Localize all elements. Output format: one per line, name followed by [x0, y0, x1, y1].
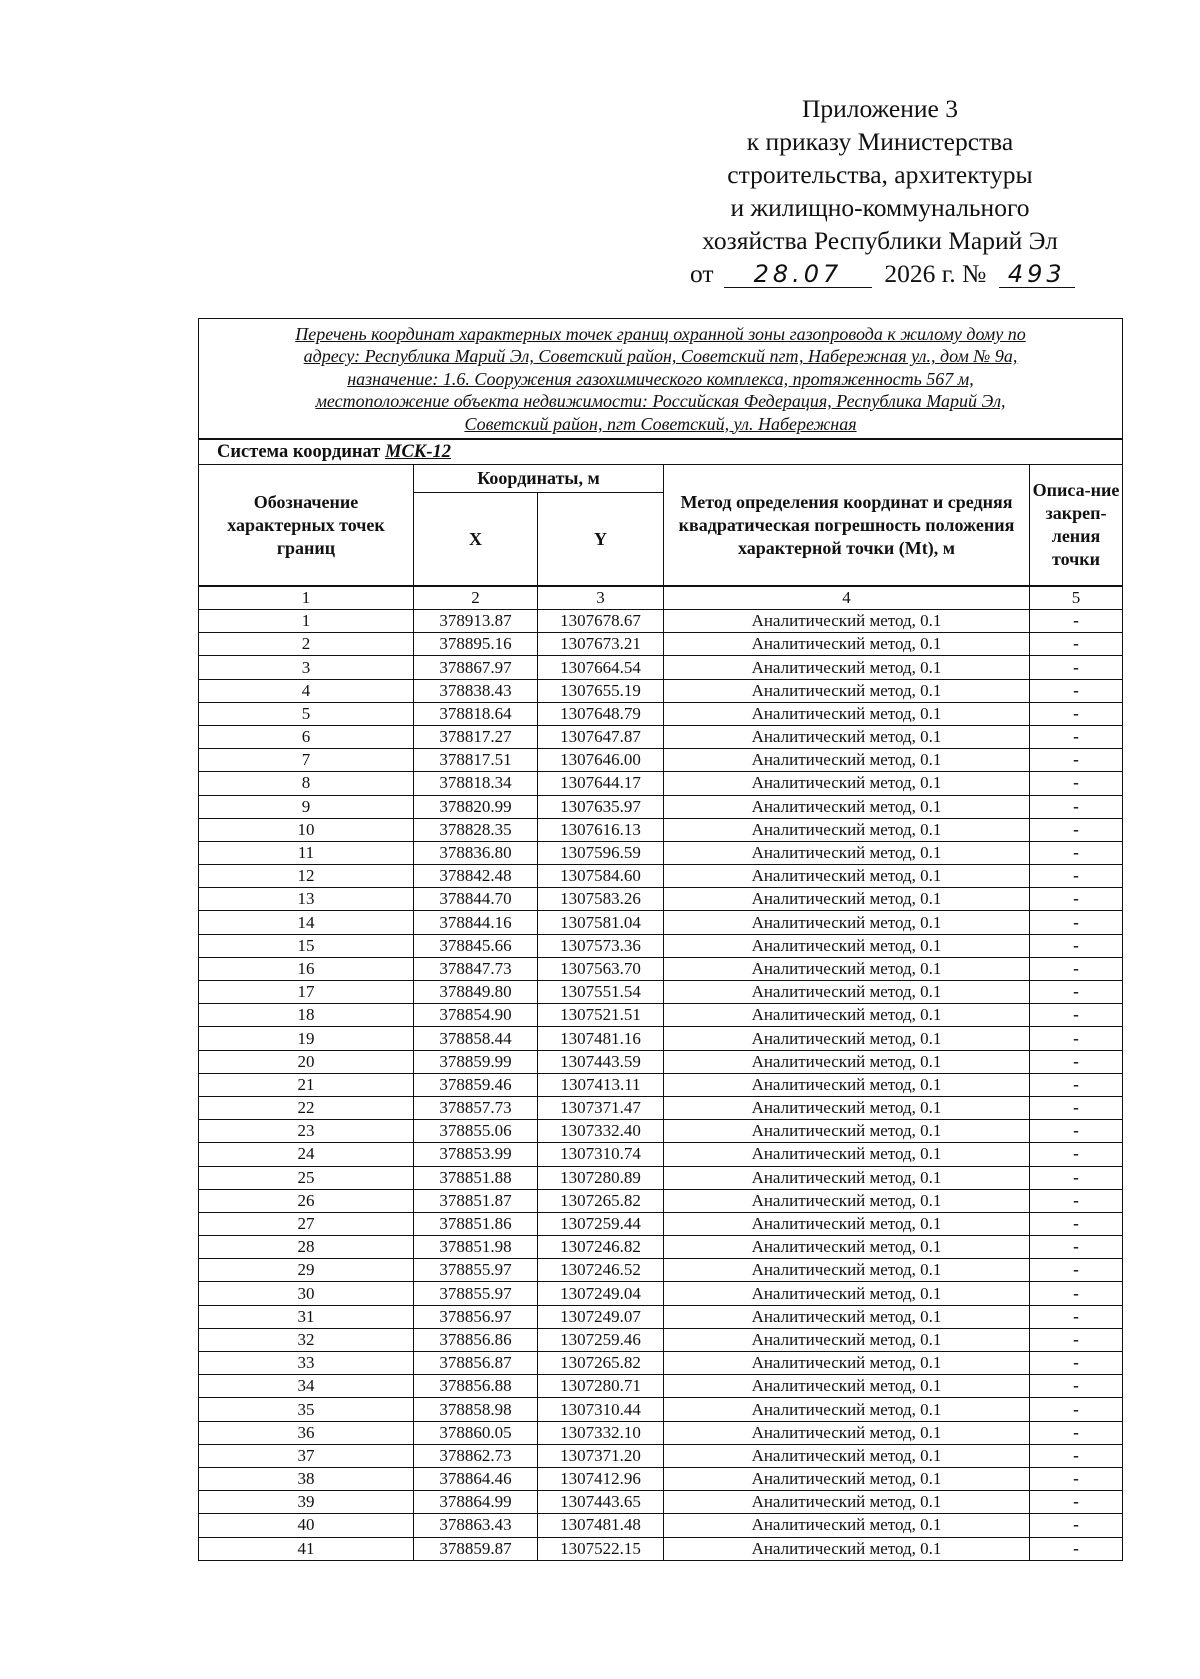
cell-point: 24: [199, 1143, 414, 1166]
table-row: [199, 795, 1123, 818]
cell-y: 1307413.11: [538, 1073, 664, 1096]
header-line: строительства, архитектуры: [727, 160, 1033, 189]
cell-point: 1: [199, 610, 414, 633]
cell-point: 40: [199, 1514, 414, 1537]
table-row: [199, 1514, 1123, 1537]
cell-x: 378820.99: [414, 795, 538, 818]
cell-method: Аналитический метод, 0.1: [664, 934, 1030, 957]
cell-x: 378863.43: [414, 1514, 538, 1537]
cell-y: 1307246.82: [538, 1236, 664, 1259]
cell-x: 378856.87: [414, 1352, 538, 1375]
cell-method: Аналитический метод, 0.1: [664, 1398, 1030, 1421]
cell-x: 378859.87: [414, 1537, 538, 1560]
title-line: Советский район, пгт Советский, ул. Набережная: [464, 413, 857, 434]
table-row: [199, 1120, 1123, 1143]
cell-method: Аналитический метод, 0.1: [664, 1282, 1030, 1305]
cell-point: 35: [199, 1398, 414, 1421]
coordinate-system: [199, 439, 1123, 465]
cell-x: 378854.90: [414, 1004, 538, 1027]
cell-point: 6: [199, 725, 414, 748]
cell-point: 33: [199, 1352, 414, 1375]
cell-y: 1307280.89: [538, 1166, 664, 1189]
table-row: [199, 679, 1123, 702]
table-row: [199, 725, 1123, 748]
table-row: [199, 1467, 1123, 1490]
cell-x: 378851.98: [414, 1236, 538, 1259]
table-row: [199, 610, 1123, 633]
cell-description: -: [1030, 679, 1123, 702]
cell-x: 378859.46: [414, 1073, 538, 1096]
cell-method: Аналитический метод, 0.1: [664, 841, 1030, 864]
cell-y: 1307371.20: [538, 1444, 664, 1467]
cell-x: 378862.73: [414, 1444, 538, 1467]
cell-x: 378842.48: [414, 865, 538, 888]
table-row: [199, 1537, 1123, 1560]
cell-method: Аналитический метод, 0.1: [664, 702, 1030, 725]
cell-method: Аналитический метод, 0.1: [664, 1120, 1030, 1143]
cell-point: 2: [199, 633, 414, 656]
header-line: хозяйства Республики Марий Эл: [702, 226, 1058, 255]
cell-point: 3: [199, 656, 414, 679]
table-row: [199, 865, 1123, 888]
cell-y: 1307646.00: [538, 749, 664, 772]
cell-description: -: [1030, 1491, 1123, 1514]
appendix-header: [690, 92, 1070, 290]
cell-description: -: [1030, 656, 1123, 679]
cell-point: 18: [199, 1004, 414, 1027]
cell-method: Аналитический метод, 0.1: [664, 772, 1030, 795]
cell-method: Аналитический метод, 0.1: [664, 1328, 1030, 1351]
cell-point: 26: [199, 1189, 414, 1212]
cell-point: 31: [199, 1305, 414, 1328]
cell-point: 29: [199, 1259, 414, 1282]
cell-x: 378851.88: [414, 1166, 538, 1189]
cell-method: Аналитический метод, 0.1: [664, 1375, 1030, 1398]
number-blank: [999, 261, 1075, 288]
title-line: назначение: 1.6. Сооружения газохимического комплекса, протяженность 567 м,: [347, 368, 974, 389]
cell-x: 378858.98: [414, 1398, 538, 1421]
cell-description: -: [1030, 795, 1123, 818]
cell-point: 15: [199, 934, 414, 957]
year-text: 2026 г. №: [884, 259, 987, 288]
cell-description: -: [1030, 957, 1123, 980]
cell-method: Аналитический метод, 0.1: [664, 981, 1030, 1004]
cell-description: -: [1030, 1166, 1123, 1189]
cell-description: -: [1030, 934, 1123, 957]
cell-y: 1307635.97: [538, 795, 664, 818]
column-number: 5: [1030, 586, 1123, 610]
cell-method: Аналитический метод, 0.1: [664, 1212, 1030, 1235]
table-row: [199, 1328, 1123, 1351]
cell-description: -: [1030, 725, 1123, 748]
table-row: [199, 1398, 1123, 1421]
cell-point: 21: [199, 1073, 414, 1096]
cell-y: 1307259.46: [538, 1328, 664, 1351]
table-row: [199, 1189, 1123, 1212]
cell-method: Аналитический метод, 0.1: [664, 911, 1030, 934]
cell-y: 1307647.87: [538, 725, 664, 748]
cell-description: -: [1030, 1467, 1123, 1490]
cell-x: 378855.97: [414, 1282, 538, 1305]
cell-y: 1307678.67: [538, 610, 664, 633]
cell-y: 1307371.47: [538, 1096, 664, 1119]
cell-point: 5: [199, 702, 414, 725]
cell-point: 4: [199, 679, 414, 702]
cell-method: Аналитический метод, 0.1: [664, 1096, 1030, 1119]
cell-description: -: [1030, 1375, 1123, 1398]
cell-method: Аналитический метод, 0.1: [664, 633, 1030, 656]
cell-method: Аналитический метод, 0.1: [664, 1189, 1030, 1212]
table-row: [199, 1166, 1123, 1189]
cell-point: 38: [199, 1467, 414, 1490]
cell-y: 1307581.04: [538, 911, 664, 934]
cell-description: -: [1030, 610, 1123, 633]
table-row: [199, 1259, 1123, 1282]
cell-description: -: [1030, 1004, 1123, 1027]
cell-x: 378838.43: [414, 679, 538, 702]
cell-description: -: [1030, 702, 1123, 725]
cell-point: 27: [199, 1212, 414, 1235]
date-prefix: от: [690, 259, 714, 288]
column-number: 3: [538, 586, 664, 610]
cell-description: -: [1030, 1143, 1123, 1166]
table-row: [199, 911, 1123, 934]
table-row: [199, 1375, 1123, 1398]
cell-description: -: [1030, 865, 1123, 888]
cell-method: Аналитический метод, 0.1: [664, 795, 1030, 818]
cell-y: 1307596.59: [538, 841, 664, 864]
table-row: [199, 957, 1123, 980]
column-number-row: [199, 586, 1123, 610]
cell-y: 1307481.16: [538, 1027, 664, 1050]
cell-x: 378845.66: [414, 934, 538, 957]
cell-description: -: [1030, 1328, 1123, 1351]
cell-y: 1307648.79: [538, 702, 664, 725]
cell-point: 16: [199, 957, 414, 980]
cell-description: -: [1030, 1073, 1123, 1096]
cell-x: 378855.06: [414, 1120, 538, 1143]
cell-y: 1307616.13: [538, 818, 664, 841]
cell-description: -: [1030, 1189, 1123, 1212]
cell-description: -: [1030, 1352, 1123, 1375]
coordinates-table: [198, 318, 1123, 1561]
cell-y: 1307481.48: [538, 1514, 664, 1537]
cell-point: 28: [199, 1236, 414, 1259]
cell-method: Аналитический метод, 0.1: [664, 1143, 1030, 1166]
cell-y: 1307551.54: [538, 981, 664, 1004]
handwritten-date: 28.07: [753, 260, 843, 288]
cell-method: Аналитический метод, 0.1: [664, 1537, 1030, 1560]
cell-description: -: [1030, 1096, 1123, 1119]
cell-x: 378867.97: [414, 656, 538, 679]
cell-point: 14: [199, 911, 414, 934]
cell-y: 1307246.52: [538, 1259, 664, 1282]
cell-method: Аналитический метод, 0.1: [664, 1305, 1030, 1328]
cell-y: 1307332.10: [538, 1421, 664, 1444]
header-row: [199, 465, 1123, 493]
cell-method: Аналитический метод, 0.1: [664, 818, 1030, 841]
cell-x: 378856.97: [414, 1305, 538, 1328]
table-row: [199, 888, 1123, 911]
cell-description: -: [1030, 1212, 1123, 1235]
cell-description: -: [1030, 1282, 1123, 1305]
header-description: Описа-ние закреп-ления точки: [1030, 465, 1123, 587]
table-row: [199, 1352, 1123, 1375]
title-line: адресу: Республика Марий Эл, Советский район, Советский пгт, Набережная ул., дом № 9а,: [303, 346, 1018, 367]
table-row: [199, 981, 1123, 1004]
cell-method: Аналитический метод, 0.1: [664, 888, 1030, 911]
cell-point: 8: [199, 772, 414, 795]
column-number: 4: [664, 586, 1030, 610]
cell-x: 378858.44: [414, 1027, 538, 1050]
cell-x: 378913.87: [414, 610, 538, 633]
cell-point: 30: [199, 1282, 414, 1305]
cell-point: 7: [199, 749, 414, 772]
cell-x: 378817.51: [414, 749, 538, 772]
cell-point: 10: [199, 818, 414, 841]
coordinate-system-value: МСК-12: [385, 441, 451, 462]
table-row: [199, 1050, 1123, 1073]
cell-y: 1307310.74: [538, 1143, 664, 1166]
cell-description: -: [1030, 1514, 1123, 1537]
cell-x: 378851.87: [414, 1189, 538, 1212]
header-coords: Координаты, м: [414, 465, 664, 493]
cell-description: -: [1030, 772, 1123, 795]
table-row: [199, 1096, 1123, 1119]
cell-method: Аналитический метод, 0.1: [664, 1073, 1030, 1096]
cell-description: -: [1030, 818, 1123, 841]
header-line: Приложение 3: [802, 94, 958, 123]
cell-method: Аналитический метод, 0.1: [664, 679, 1030, 702]
cell-description: -: [1030, 633, 1123, 656]
cell-y: 1307265.82: [538, 1352, 664, 1375]
cell-description: -: [1030, 1050, 1123, 1073]
table-row: [199, 1004, 1123, 1027]
cell-method: Аналитический метод, 0.1: [664, 656, 1030, 679]
cell-description: -: [1030, 1421, 1123, 1444]
cell-y: 1307310.44: [538, 1398, 664, 1421]
cell-point: 25: [199, 1166, 414, 1189]
cell-point: 11: [199, 841, 414, 864]
cell-y: 1307673.21: [538, 633, 664, 656]
cell-x: 378828.35: [414, 818, 538, 841]
cell-y: 1307584.60: [538, 865, 664, 888]
cell-point: 19: [199, 1027, 414, 1050]
header-x: X: [414, 493, 538, 587]
cell-x: 378849.80: [414, 981, 538, 1004]
cell-description: -: [1030, 1027, 1123, 1050]
cell-method: Аналитический метод, 0.1: [664, 1444, 1030, 1467]
cell-method: Аналитический метод, 0.1: [664, 1027, 1030, 1050]
table-row: [199, 1212, 1123, 1235]
cell-x: 378817.27: [414, 725, 538, 748]
cell-method: Аналитический метод, 0.1: [664, 1491, 1030, 1514]
cell-x: 378855.97: [414, 1259, 538, 1282]
header-method: Метод определения координат и средняя квадратическая погрешность положения характерной точки (Mt), м: [664, 465, 1030, 587]
order-date-line: [690, 257, 1070, 290]
cell-method: Аналитический метод, 0.1: [664, 865, 1030, 888]
cell-x: 378818.64: [414, 702, 538, 725]
cell-description: -: [1030, 1236, 1123, 1259]
cell-y: 1307249.07: [538, 1305, 664, 1328]
cell-y: 1307655.19: [538, 679, 664, 702]
cell-x: 378853.99: [414, 1143, 538, 1166]
cell-x: 378864.99: [414, 1491, 538, 1514]
cell-x: 378860.05: [414, 1421, 538, 1444]
cell-method: Аналитический метод, 0.1: [664, 1050, 1030, 1073]
table-title: [199, 319, 1123, 440]
cell-method: Аналитический метод, 0.1: [664, 1514, 1030, 1537]
table-row: [199, 1143, 1123, 1166]
cell-point: 12: [199, 865, 414, 888]
cell-y: 1307280.71: [538, 1375, 664, 1398]
cell-y: 1307332.40: [538, 1120, 664, 1143]
cell-method: Аналитический метод, 0.1: [664, 1352, 1030, 1375]
cell-x: 378836.80: [414, 841, 538, 864]
table-row: [199, 772, 1123, 795]
cell-point: 22: [199, 1096, 414, 1119]
header-y: Y: [538, 493, 664, 587]
date-blank: [724, 261, 872, 288]
header-point: Обозначение характерных точек границ: [199, 465, 414, 587]
cell-point: 17: [199, 981, 414, 1004]
header-line: и жилищно-коммунального: [730, 193, 1030, 222]
table-row: [199, 1305, 1123, 1328]
cell-y: 1307563.70: [538, 957, 664, 980]
cell-method: Аналитический метод, 0.1: [664, 1421, 1030, 1444]
table-title-row: [199, 319, 1123, 440]
cell-method: Аналитический метод, 0.1: [664, 1004, 1030, 1027]
title-line: Перечень координат характерных точек границ охранной зоны газопровода к жилому дому по: [295, 324, 1026, 344]
cell-y: 1307249.04: [538, 1282, 664, 1305]
cell-x: 378856.88: [414, 1375, 538, 1398]
table-row: [199, 1027, 1123, 1050]
cell-x: 378847.73: [414, 957, 538, 980]
table-row: [199, 633, 1123, 656]
cell-y: 1307443.59: [538, 1050, 664, 1073]
table-row: [199, 1421, 1123, 1444]
table-row: [199, 656, 1123, 679]
cell-description: -: [1030, 749, 1123, 772]
cell-point: 13: [199, 888, 414, 911]
cell-description: -: [1030, 1305, 1123, 1328]
table-row: [199, 1073, 1123, 1096]
cell-x: 378844.16: [414, 911, 538, 934]
cell-description: -: [1030, 1259, 1123, 1282]
cell-point: 34: [199, 1375, 414, 1398]
cell-method: Аналитический метод, 0.1: [664, 957, 1030, 980]
cell-description: -: [1030, 981, 1123, 1004]
cell-x: 378844.70: [414, 888, 538, 911]
cell-y: 1307522.15: [538, 1537, 664, 1560]
table-row: [199, 934, 1123, 957]
cell-point: 9: [199, 795, 414, 818]
cell-method: Аналитический метод, 0.1: [664, 1259, 1030, 1282]
table-row: [199, 818, 1123, 841]
cell-method: Аналитический метод, 0.1: [664, 610, 1030, 633]
table-row: [199, 841, 1123, 864]
cell-x: 378859.99: [414, 1050, 538, 1073]
cell-method: Аналитический метод, 0.1: [664, 725, 1030, 748]
header-line: к приказу Министерства: [746, 127, 1014, 156]
cell-y: 1307521.51: [538, 1004, 664, 1027]
table-row: [199, 749, 1123, 772]
coordinate-system-label: Система координат: [217, 441, 381, 462]
cell-y: 1307664.54: [538, 656, 664, 679]
cell-x: 378864.46: [414, 1467, 538, 1490]
cell-description: -: [1030, 1444, 1123, 1467]
cell-point: 36: [199, 1421, 414, 1444]
cell-method: Аналитический метод, 0.1: [664, 1166, 1030, 1189]
cell-description: -: [1030, 1398, 1123, 1421]
cell-method: Аналитический метод, 0.1: [664, 1467, 1030, 1490]
cell-x: 378857.73: [414, 1096, 538, 1119]
cell-y: 1307583.26: [538, 888, 664, 911]
title-line: местоположение объекта недвижимости: Российская Федерация, Республика Марий Эл,: [315, 391, 1006, 412]
cell-y: 1307259.44: [538, 1212, 664, 1235]
cell-point: 20: [199, 1050, 414, 1073]
column-number: 1: [199, 586, 414, 610]
cell-description: -: [1030, 1537, 1123, 1560]
cell-point: 23: [199, 1120, 414, 1143]
cell-description: -: [1030, 888, 1123, 911]
cell-x: 378856.86: [414, 1328, 538, 1351]
table-row: [199, 1236, 1123, 1259]
cell-y: 1307443.65: [538, 1491, 664, 1514]
cell-y: 1307573.36: [538, 934, 664, 957]
cell-description: -: [1030, 911, 1123, 934]
cell-x: 378851.86: [414, 1212, 538, 1235]
table-row: [199, 1444, 1123, 1467]
cell-y: 1307265.82: [538, 1189, 664, 1212]
coordinate-system-row: [199, 439, 1123, 465]
cell-y: 1307412.96: [538, 1467, 664, 1490]
table-row: [199, 702, 1123, 725]
cell-point: 32: [199, 1328, 414, 1351]
cell-description: -: [1030, 1120, 1123, 1143]
column-number: 2: [414, 586, 538, 610]
cell-y: 1307644.17: [538, 772, 664, 795]
cell-x: 378895.16: [414, 633, 538, 656]
table-row: [199, 1282, 1123, 1305]
cell-point: 37: [199, 1444, 414, 1467]
cell-description: -: [1030, 841, 1123, 864]
handwritten-number: 493: [1007, 260, 1066, 288]
cell-method: Аналитический метод, 0.1: [664, 1236, 1030, 1259]
cell-method: Аналитический метод, 0.1: [664, 749, 1030, 772]
table-row: [199, 1491, 1123, 1514]
cell-x: 378818.34: [414, 772, 538, 795]
cell-point: 41: [199, 1537, 414, 1560]
cell-point: 39: [199, 1491, 414, 1514]
